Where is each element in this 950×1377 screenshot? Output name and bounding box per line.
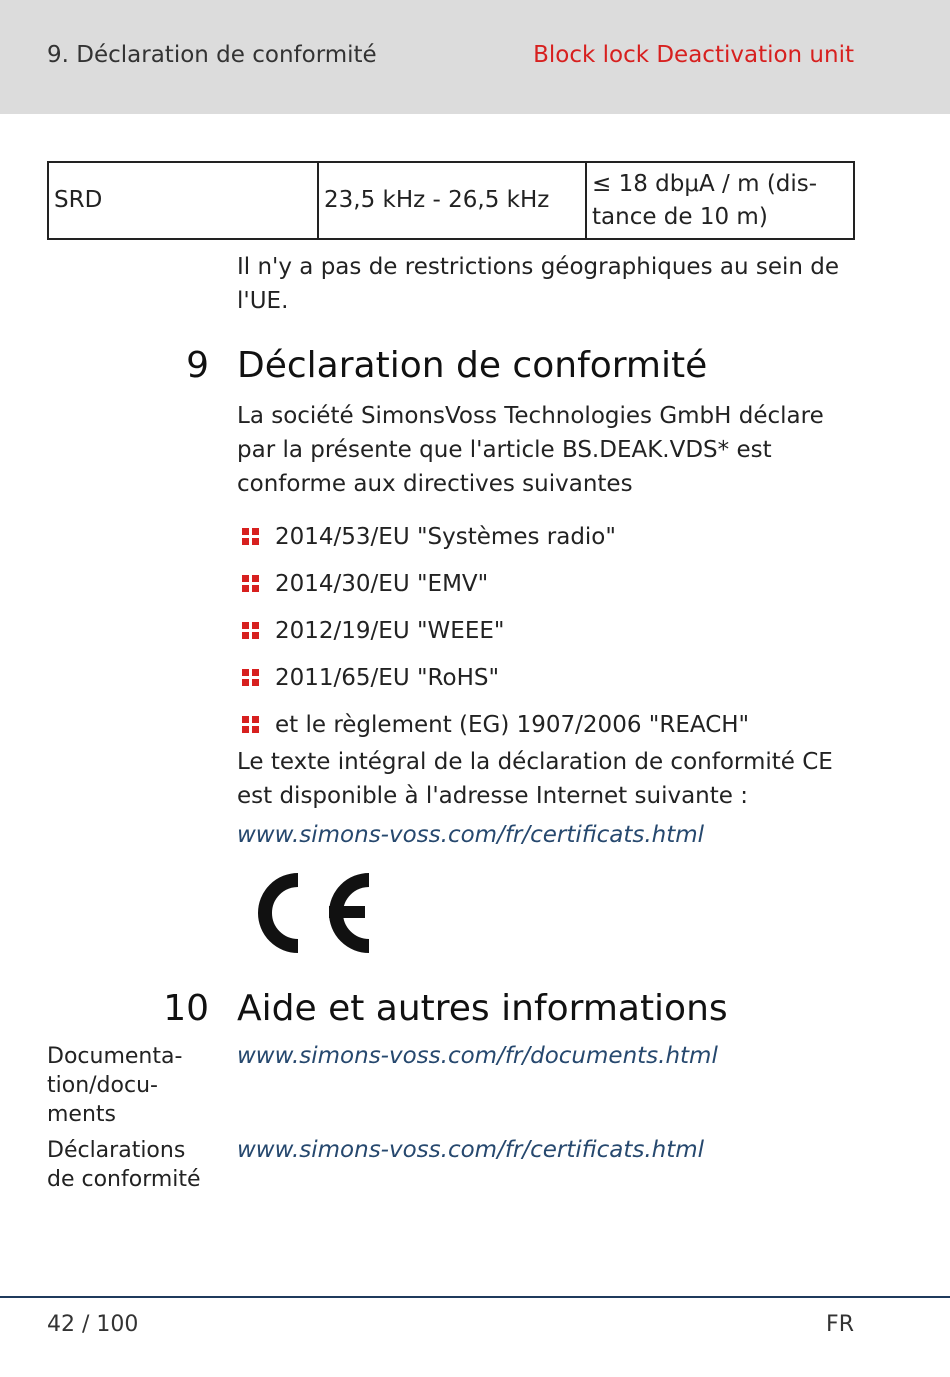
table-cell: 23,5 kHz - 26,5 kHz	[318, 162, 586, 239]
documents-link[interactable]: www.simons-voss.com/fr/documents.html	[237, 1043, 718, 1069]
ce-mark-icon	[237, 864, 377, 962]
section-10-number: 10	[163, 988, 209, 1029]
table-cell: ≤ 18 dbμA / m (dis-tance de 10 m)	[586, 162, 854, 239]
section-9-title: Déclaration de conformité	[237, 345, 708, 386]
page-number: 42 / 100	[47, 1312, 139, 1337]
list-item	[242, 654, 842, 701]
section-9-number: 9	[186, 345, 209, 386]
list-item	[242, 560, 842, 607]
availability-text: Le texte intégral de la déclaration de conformité CE est disponible à l'adresse Internet suivante :	[237, 749, 833, 809]
certificates-link[interactable]: www.simons-voss.com/fr/certificats.html	[237, 822, 705, 848]
list-item-text: et le règlement (EG) 1907/2006 "REACH"	[275, 711, 750, 738]
list-item	[242, 513, 842, 560]
section-10-title: Aide et autres informations	[237, 988, 728, 1029]
bullet-squares-icon	[242, 716, 259, 733]
list-item-text: 2011/65/EU "RoHS"	[275, 664, 500, 691]
page-header	[0, 0, 950, 114]
bullet-squares-icon	[242, 528, 259, 545]
language-code: FR	[826, 1312, 854, 1337]
table-cell: SRD	[48, 162, 318, 239]
directive-list	[242, 513, 842, 748]
list-item	[242, 607, 842, 654]
header-product-name: Block lock Deactivation unit	[533, 42, 854, 68]
geo-note: Il n'y a pas de restrictions géographiques au sein de l'UE.	[237, 254, 840, 314]
bullet-squares-icon	[242, 669, 259, 686]
list-item-text: 2014/53/EU "Systèmes radio"	[275, 523, 616, 550]
documentation-label: Documenta-tion/docu-ments	[47, 1044, 183, 1127]
declarations-link[interactable]: www.simons-voss.com/fr/certificats.html	[237, 1137, 705, 1163]
footer-divider	[0, 1296, 950, 1298]
bullet-squares-icon	[242, 575, 259, 592]
list-item-text: 2012/19/EU "WEEE"	[275, 617, 505, 644]
bullet-squares-icon	[242, 622, 259, 639]
list-item-text: 2014/30/EU "EMV"	[275, 570, 489, 597]
header-section-title: 9. Déclaration de conformité	[47, 42, 377, 68]
section-9-intro: La société SimonsVoss Technologies GmbH déclare par la présente que l'article BS.DEAK.VDS* est conforme aux directives suivantes	[237, 403, 824, 497]
table-row	[48, 162, 854, 239]
declarations-label: Déclarations de conformité	[47, 1138, 201, 1192]
spec-table	[47, 161, 855, 240]
list-item	[242, 701, 842, 748]
